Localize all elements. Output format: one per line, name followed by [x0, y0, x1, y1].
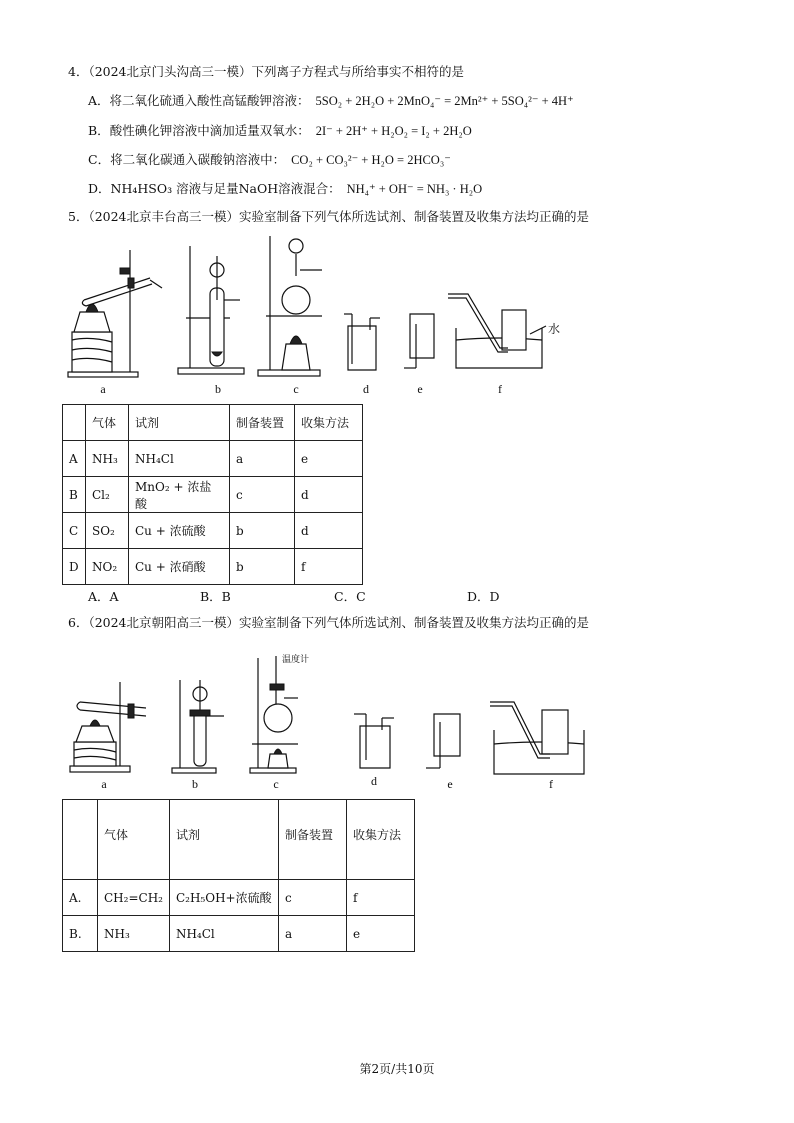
table-row — [63, 513, 363, 549]
option-letter: A． — [88, 93, 110, 108]
table-cell: NH₃ — [86, 441, 129, 477]
q5-title: 5．（2024北京丰台高三一模）实验室制备下列气体所选试剂、制备装置及收集方法均正确的是 — [68, 209, 590, 224]
q6-apparatus-b — [172, 676, 232, 776]
apparatus-label-f: f — [549, 777, 553, 791]
option-text: 酸性碘化钾溶液中滴加适量双氧水： — [109, 123, 310, 138]
table-header-cell: 收集方法 — [295, 405, 363, 441]
apparatus-label-c: c — [293, 382, 299, 396]
table-cell: A. — [63, 880, 98, 916]
table-cell: B — [63, 477, 86, 513]
table-row — [63, 916, 415, 952]
q4-option-d — [88, 179, 482, 197]
answer-choice-b: B．B — [200, 589, 231, 604]
table-cell: f — [346, 880, 414, 916]
table-cell: c — [230, 477, 295, 513]
table-cell: Cu + 浓硝酸 — [129, 549, 230, 585]
option-text: 将二氧化硫通入酸性高锰酸钾溶液： — [109, 93, 310, 108]
answer-choice-a: A．A — [88, 589, 119, 604]
apparatus-label-a: a — [101, 777, 107, 791]
q5-apparatus-b — [178, 240, 258, 380]
apparatus-label-b: b — [192, 777, 198, 791]
table-cell: b — [230, 549, 295, 585]
table-header-cell: 气体 — [86, 405, 129, 441]
table-cell: NO₂ — [86, 549, 129, 585]
table-cell: MnO₂ + 浓盐酸 — [129, 477, 230, 513]
q6-apparatus-e — [424, 712, 464, 774]
apparatus-label-f: f — [498, 382, 502, 396]
table-cell: CH₂=CH₂ — [98, 880, 170, 916]
q6-apparatus-c — [248, 654, 308, 776]
table-cell: d — [295, 477, 363, 513]
page-number: 第2页/共10页 — [359, 1062, 435, 1076]
table-cell: c — [278, 880, 346, 916]
table-row — [63, 880, 415, 916]
apparatus-label-e: e — [447, 777, 453, 791]
q4-option-b — [88, 121, 472, 139]
table-header-cell: 试剂 — [129, 405, 230, 441]
apparatus-label-e: e — [417, 382, 423, 396]
table-cell: Cu + 浓硫酸 — [129, 513, 230, 549]
table-cell: NH₄Cl — [169, 916, 278, 952]
q5-apparatus-e — [400, 310, 440, 374]
q4-option-a — [88, 91, 574, 109]
answer-choice-d: D．D — [467, 589, 500, 604]
option-text: 将二氧化碳通入碳酸钠溶液中： — [110, 152, 286, 167]
table-cell: C₂H₅OH+浓硫酸 — [169, 880, 278, 916]
table-cell: Cl₂ — [86, 477, 129, 513]
table-cell: d — [295, 513, 363, 549]
option-letter: C． — [88, 152, 111, 167]
table-cell: e — [346, 916, 414, 952]
q5-apparatus-a — [60, 240, 170, 380]
q6-table — [62, 799, 415, 952]
q5-apparatus-d — [342, 310, 382, 374]
table-header-row — [63, 405, 363, 441]
water-label: 水 — [548, 322, 561, 336]
q4-option-c — [88, 150, 451, 168]
table-cell: NH₄Cl — [129, 441, 230, 477]
table-cell: a — [230, 441, 295, 477]
q5-apparatus-c — [256, 232, 336, 380]
table-cell: C — [63, 513, 86, 549]
table-row — [63, 477, 363, 513]
table-row — [63, 549, 363, 585]
table-cell: b — [230, 513, 295, 549]
apparatus-label-a: a — [100, 382, 106, 396]
table-header-cell: 试剂 — [169, 800, 278, 880]
option-letter: B． — [88, 123, 110, 138]
apparatus-label-d: d — [371, 774, 377, 788]
apparatus-label-c: c — [273, 777, 279, 791]
q6-apparatus-a — [66, 676, 156, 776]
thermometer-label: 温度计 — [282, 655, 310, 665]
table-header-cell — [63, 800, 98, 880]
table-cell: B. — [63, 916, 98, 952]
table-cell: D — [63, 549, 86, 585]
table-header-cell: 气体 — [98, 800, 170, 880]
apparatus-label-d: d — [363, 382, 369, 396]
option-letter: D． — [88, 181, 111, 196]
table-header-cell: 制备装置 — [278, 800, 346, 880]
table-cell: a — [278, 916, 346, 952]
table-cell: SO₂ — [86, 513, 129, 549]
table-header-cell: 制备装置 — [230, 405, 295, 441]
q6-apparatus-d — [352, 710, 396, 772]
option-formula: NH₄⁺ + OH⁻ = NH₃ · H₂O — [346, 182, 483, 196]
q4-title: 4．（2024北京门头沟高三一模）下列离子方程式与所给事实不相符的是 — [68, 64, 465, 79]
option-formula: 5SO₂ + 2H₂O + 2MnO₄⁻ = 2Mn²⁺ + 5SO₄²⁻ + 4H⁺ — [315, 94, 574, 108]
apparatus-label-b: b — [215, 382, 221, 396]
q6-apparatus-f — [488, 700, 588, 778]
q6-title: 6．（2024北京朝阳高三一模）实验室制备下列气体所选试剂、制备装置及收集方法均正确的是 — [68, 615, 590, 630]
option-text: NH₄HSO₃ 溶液与足量NaOH溶液混合： — [110, 181, 341, 196]
q5-table — [62, 404, 363, 585]
option-formula: 2I⁻ + 2H⁺ + H₂O₂ = I₂ + 2H₂O — [315, 124, 472, 138]
table-header-row — [63, 800, 415, 880]
table-cell: NH₃ — [98, 916, 170, 952]
table-cell: f — [295, 549, 363, 585]
table-header-cell — [63, 405, 86, 441]
option-formula: CO₂ + CO₃²⁻ + H₂O = 2HCO₃⁻ — [291, 153, 451, 167]
table-header-cell: 收集方法 — [346, 800, 414, 880]
table-cell: e — [295, 441, 363, 477]
q5-apparatus-f — [446, 292, 556, 372]
answer-choice-c: C．C — [334, 589, 366, 604]
table-cell: A — [63, 441, 86, 477]
table-row — [63, 441, 363, 477]
